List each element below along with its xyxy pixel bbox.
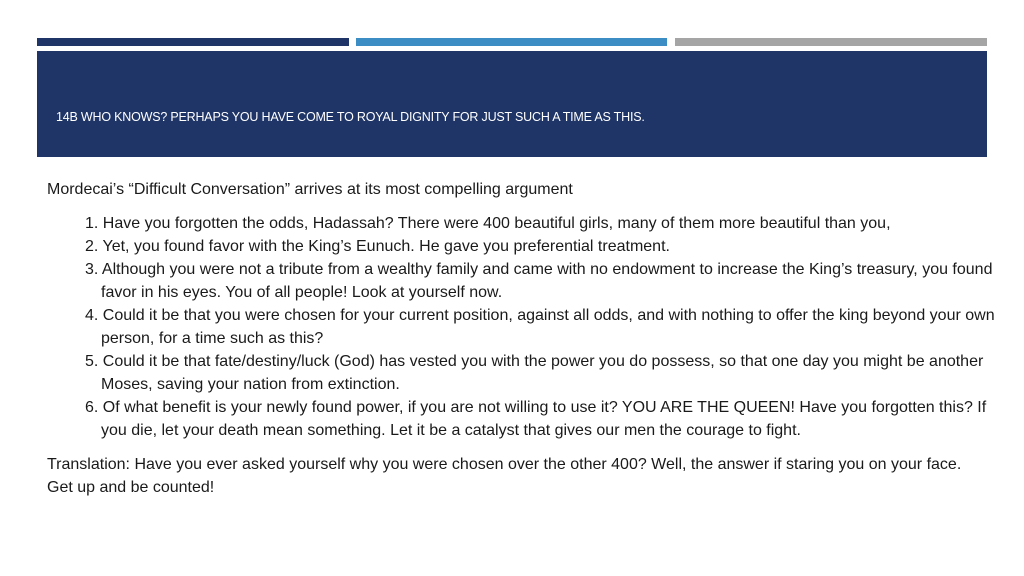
list-item: 6. Of what benefit is your newly found power, if you are not willing to use it? YOU ARE THE QUEEN! Have you forgotten this? If you die, let your death mean something. Let it be a catalyst that gives our men the courage to fight. <box>85 399 987 439</box>
list-item: 4. Could it be that you were chosen for your current position, against all odds, and with nothing to offer the king beyond your own person, for a time such as this? <box>85 307 995 347</box>
list-item: 5. Could it be that fate/destiny/luck (God) has vested you with the power you do possess, so that one day you might be another Moses, saving your nation from extinction. <box>85 353 984 393</box>
accent-bar-navy <box>37 38 349 46</box>
argument-list <box>47 212 1007 442</box>
slide-title: 14B WHO KNOWS? PERHAPS YOU HAVE COME TO ROYAL DIGNITY FOR JUST SUCH A TIME AS THIS. <box>56 110 645 124</box>
list-item: 3. Although you were not a tribute from a wealthy family and came with no endowment to increase the King’s treasury, you found favor in his eyes. You of all people! Look at yourself now. <box>85 261 993 301</box>
title-band <box>37 51 987 157</box>
translation-paragraph: Translation: Have you ever asked yourself why you were chosen over the other 400? Well, the answer if staring you on your face. Get up and be counted! <box>47 456 962 496</box>
list-item: 1. Have you forgotten the odds, Hadassah? There were 400 beautiful girls, many of them more beautiful than you, <box>85 215 891 232</box>
slide-body <box>47 178 1007 499</box>
intro-line: Mordecai’s “Difficult Conversation” arrives at its most compelling argument <box>47 181 573 198</box>
accent-bar-gray <box>675 38 987 46</box>
accent-bar-blue <box>356 38 667 46</box>
list-item: 2. Yet, you found favor with the King’s Eunuch. He gave you preferential treatment. <box>85 238 670 255</box>
